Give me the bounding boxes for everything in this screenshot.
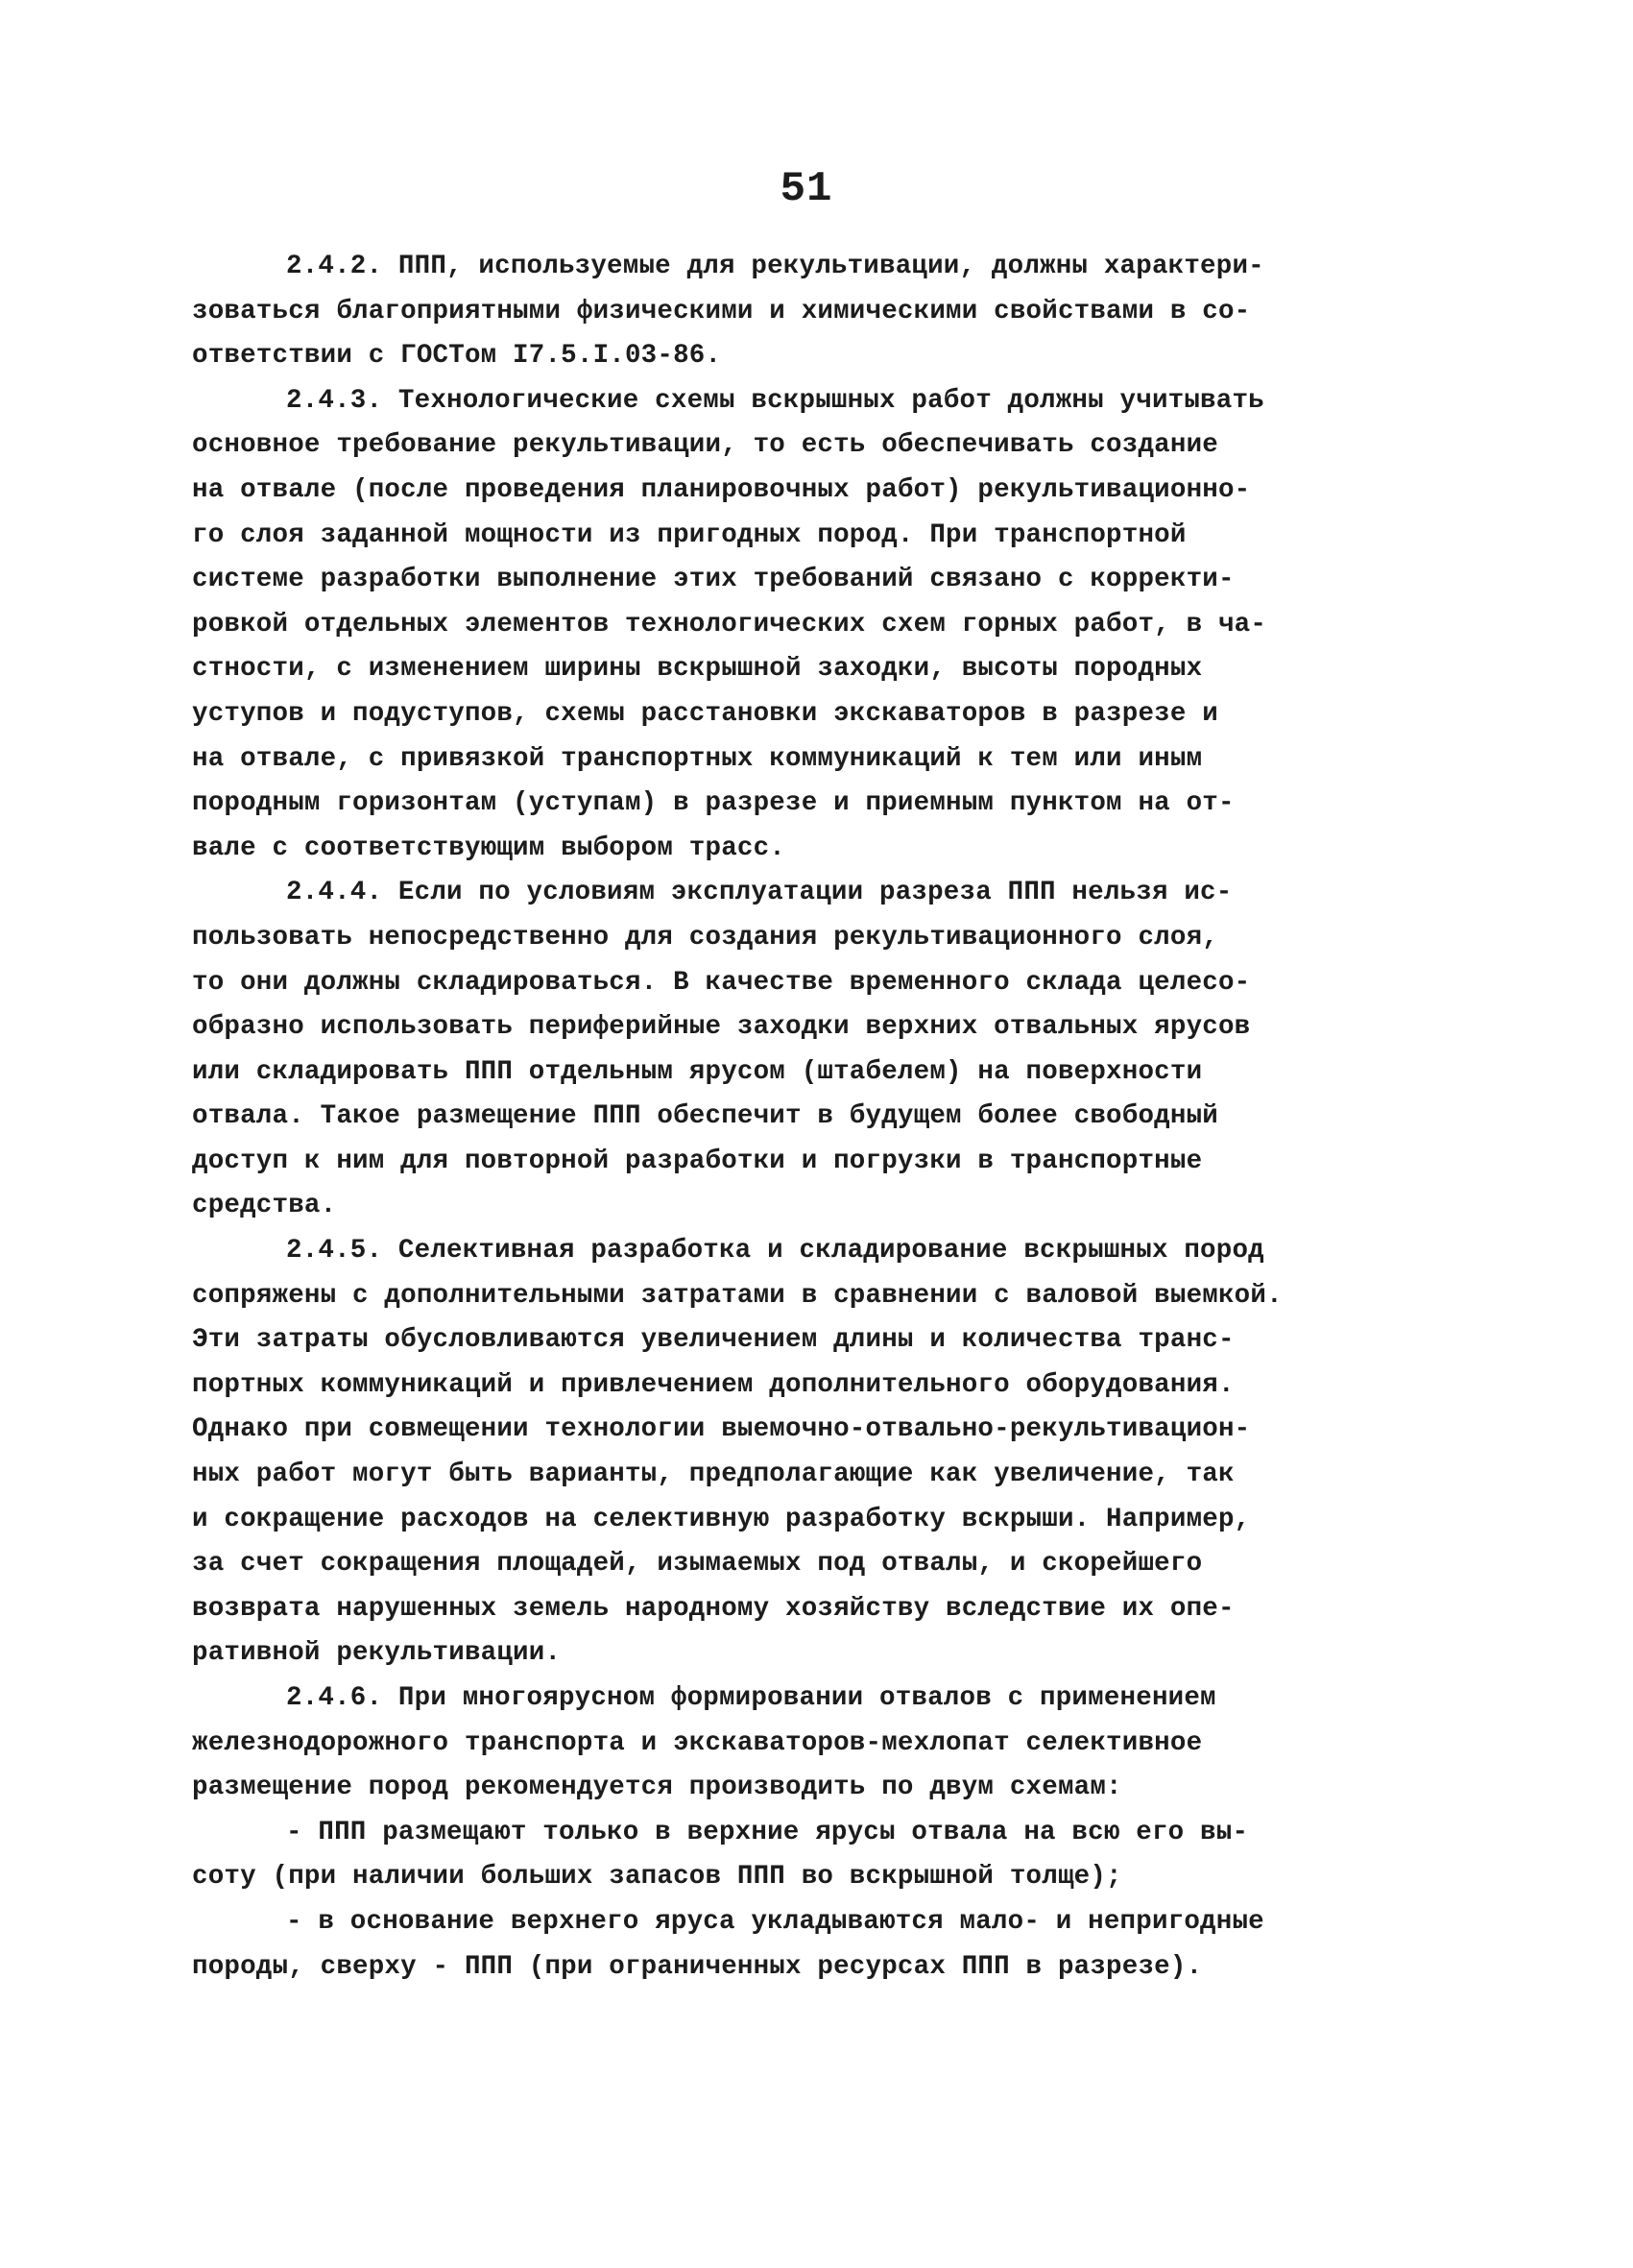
text-line: железнодорожного транспорта и экскаваторов-мехлопат селективное xyxy=(192,1727,1203,1758)
text-line: 2.4.2. ППП, используемые для рекультивации, должны характери- xyxy=(286,252,1264,281)
text-line: размещение пород рекомендуется производить по двум схемам: xyxy=(192,1773,1122,1803)
text-line: Эти затраты обусловливаются увеличением длины и количества транс- xyxy=(192,1325,1235,1356)
text-line: то они должны складироваться. В качестве временного склада целесо- xyxy=(192,967,1251,998)
text-line: 2.4.6. При многоярусном формировании отвалов с применением xyxy=(286,1683,1216,1713)
text-line: ративной рекультивации. xyxy=(192,1638,562,1669)
text-line: стности, с изменением ширины вскрышной заходки, высоты породных xyxy=(192,654,1203,685)
text-line: ответствии с ГОСТом I7.5.I.03-86. xyxy=(192,341,722,372)
paragraph-2-4-4 xyxy=(192,871,1450,1229)
text-line: на отвале (после проведения планировочных работ) рекультивационно- xyxy=(192,474,1251,505)
text-line: зоваться благоприятными физическими и химическими свойствами в со- xyxy=(192,296,1251,326)
paragraph-2-4-2 xyxy=(192,245,1450,379)
list-item xyxy=(192,1811,1450,1900)
text-line: 2.4.3. Технологические схемы вскрышных работ должны учитывать xyxy=(286,385,1264,416)
text-line: породы, сверху - ППП (при ограниченных ресурсах ППП в разрезе). xyxy=(192,1951,1203,1982)
text-line: - в основание верхнего яруса укладываются мало- и непригодные xyxy=(286,1906,1264,1937)
paragraph-2-4-5 xyxy=(192,1229,1450,1677)
body-text xyxy=(192,245,1450,1990)
text-line: отвала. Такое размещение ППП обеспечит в будущем более свободный xyxy=(192,1101,1218,1132)
text-line: или складировать ППП отдельным ярусом (штабелем) на поверхности xyxy=(192,1056,1203,1087)
text-line: 2.4.4. Если по условиям эксплуатации разреза ППП нельзя ис- xyxy=(286,878,1233,908)
text-line: сопряжены с дополнительными затратами в сравнении с валовой выемкой. xyxy=(192,1280,1283,1311)
text-line: вале с соответствующим выбором трасс. xyxy=(192,832,785,863)
text-line: Однако при совмещении технологии выемочно-отвально-рекультивацион- xyxy=(192,1414,1251,1445)
text-line: системе разработки выполнение этих требований связано с корректи- xyxy=(192,565,1235,595)
text-line: ровкой отдельных элементов технологических схем горных работ, в ча- xyxy=(192,609,1267,639)
text-line: ных работ могут быть варианты, предполагающие как увеличение, так xyxy=(192,1460,1235,1490)
text-line: го слоя заданной мощности из пригодных пород. При транспортной xyxy=(192,519,1187,550)
text-line: - ППП размещают только в верхние ярусы отвала на всю его вы- xyxy=(286,1817,1249,1847)
paragraph-2-4-3 xyxy=(192,379,1450,872)
text-line: за счет сокращения площадей, изымаемых под отвалы, и скорейшего xyxy=(192,1549,1203,1580)
text-line: породным горизонтам (уступам) в разрезе и приемным пунктом на от- xyxy=(192,788,1235,819)
list-item xyxy=(192,1900,1450,1990)
text-line: уступов и подуступов, схемы расстановки экскаваторов в разрезе и xyxy=(192,698,1218,729)
text-line: основное требование рекультивации, то есть обеспечивать создание xyxy=(192,430,1218,461)
text-line: возврата нарушенных земель народному хозяйству вследствие их опе- xyxy=(192,1593,1235,1624)
page-number: 51 xyxy=(780,165,833,213)
text-line: образно использовать периферийные заходки верхних отвальных ярусов xyxy=(192,1012,1251,1043)
text-line: 2.4.5. Селективная разработка и складирование вскрышных пород xyxy=(286,1236,1264,1267)
text-line: портных коммуникаций и привлечением дополнительного оборудования. xyxy=(192,1369,1235,1400)
paragraph-2-4-6 xyxy=(192,1677,1450,1811)
text-line: и сокращение расходов на селективную разработку вскрыши. Например, xyxy=(192,1504,1251,1534)
text-line: пользовать непосредственно для создания рекультивационного слоя, xyxy=(192,922,1218,953)
text-line: средства. xyxy=(192,1191,337,1221)
text-line: доступ к ним для повторной разработки и погрузки в транспортные xyxy=(192,1146,1203,1176)
text-line: на отвале, с привязкой транспортных коммуникаций к тем или иным xyxy=(192,743,1203,774)
text-line: соту (при наличии больших запасов ППП во вскрышной толще); xyxy=(192,1862,1122,1893)
